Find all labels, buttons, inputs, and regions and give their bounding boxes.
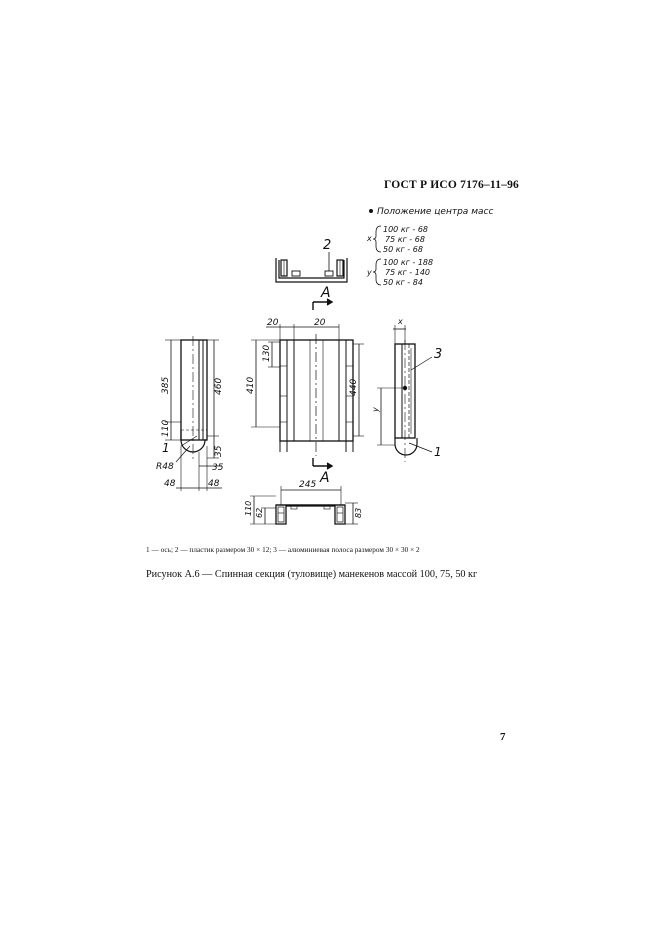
section-mark-bottom [313,458,332,469]
mass-center-y-value: 50 кг - 84 [383,278,423,287]
top-view [276,252,347,282]
dim-83: 83 [354,507,363,518]
right-side-view [377,325,432,462]
mass-center-x-value: 75 кг - 68 [385,235,425,244]
section-view [250,486,358,524]
dim-110-side: 110 [161,419,171,437]
callout-1-right: 1 [434,445,442,459]
dim-35-horizontal: 35 [212,463,224,473]
dim-385: 385 [161,376,171,394]
dim-x: x [398,317,403,326]
standard-header: ГОСТ Р ИСО 7176–11–96 [384,179,520,191]
dim-410: 410 [246,376,256,394]
mass-center-y-value: 75 кг - 140 [385,268,430,277]
dim-48-left: 48 [164,479,176,489]
page-number: 7 [500,731,506,743]
callout-1-left: 1 [162,441,170,455]
brace-x [373,226,381,252]
callout-3: 3 [434,347,443,362]
mass-center-y-label: y [367,268,372,277]
mass-center-x-value: 50 кг - 68 [383,245,423,254]
dim-245: 245 [299,480,317,490]
figure-legend: 1 — ось; 2 — пластик размером 30 × 12; 3 — алюминиевая полоса размером 30 × 30 × 2 [146,546,420,554]
section-label-top: А [321,285,331,301]
dim-35-vertical: 35 [214,445,224,457]
dim-62: 62 [255,507,264,518]
mass-center-x-value: 100 кг - 68 [383,225,428,234]
mass-center-title: Положение центра масс [377,207,494,217]
bullet-icon [369,209,373,213]
dim-130: 130 [262,344,272,362]
mass-center-y-value: 100 кг - 188 [383,258,434,267]
dim-48-right: 48 [208,479,220,489]
front-view [251,324,364,456]
brace-y [373,259,381,285]
dim-20-right: 20 [314,318,326,328]
dim-440: 440 [349,378,359,396]
dim-110-bottom: 110 [244,500,253,516]
radius-r48: R48 [156,462,174,472]
dim-y: y [371,407,380,412]
section-label-bottom: А [320,470,330,486]
dim-20-left: 20 [267,318,279,328]
figure-caption: Рисунок А.6 — Спинная секция (туловище) манекенов массой 100, 75, 50 кг [146,569,478,580]
dim-460: 460 [214,377,224,395]
callout-2: 2 [323,238,332,253]
mass-center-x-label: x [367,234,372,243]
